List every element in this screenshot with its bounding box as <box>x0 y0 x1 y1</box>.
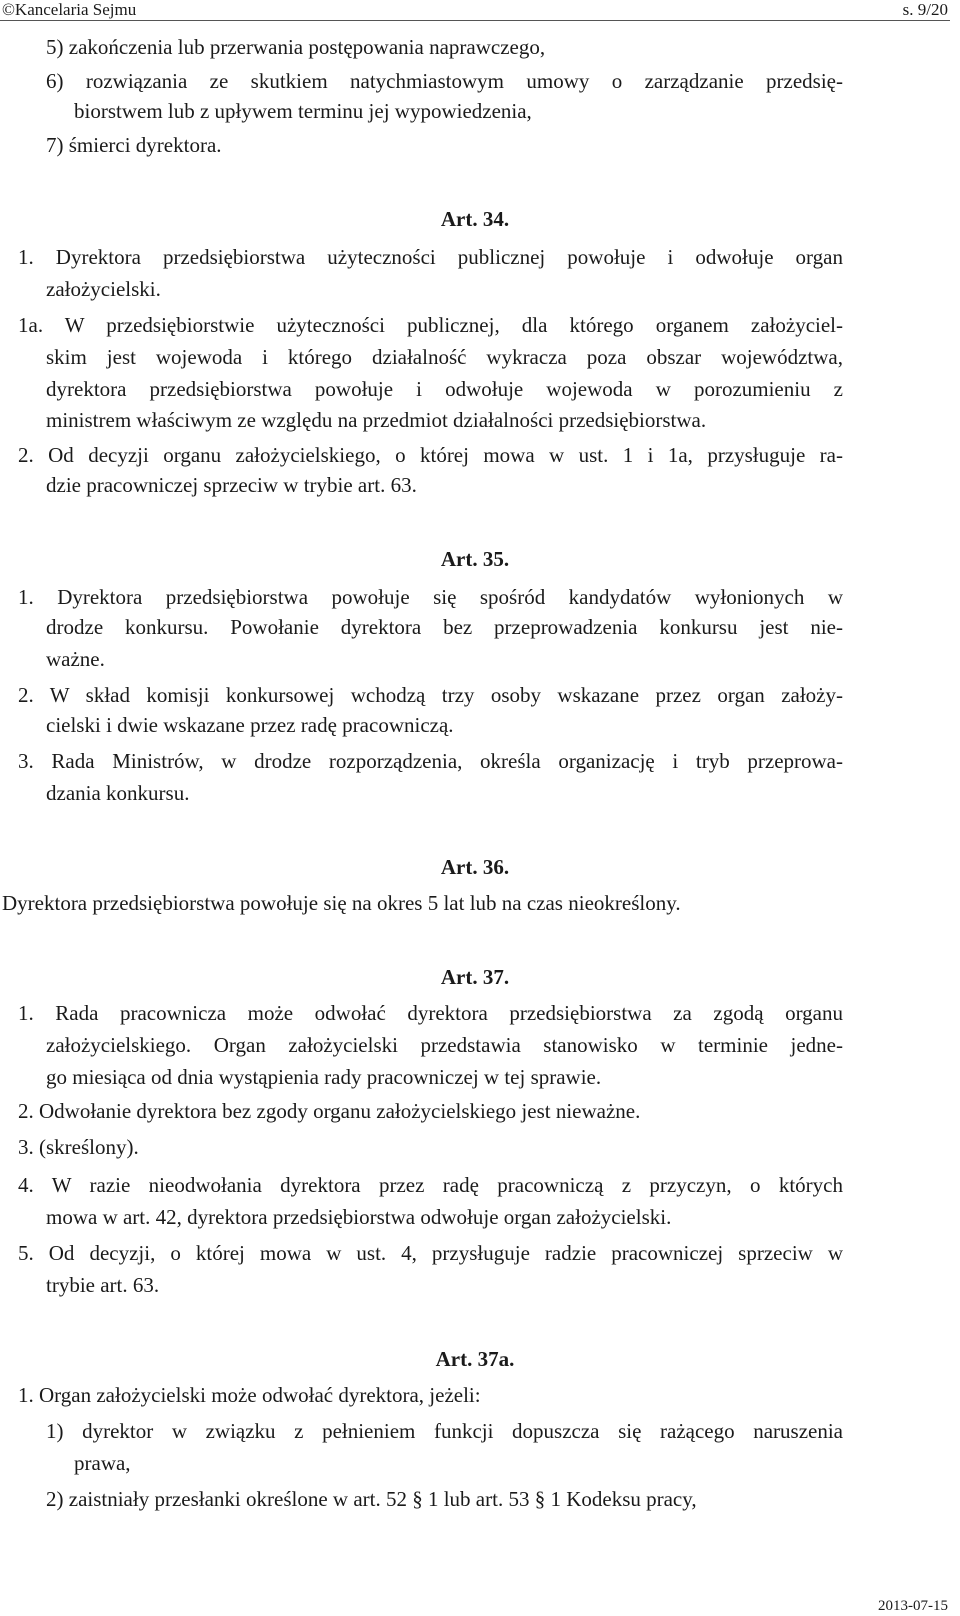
text-line: 3. Rada Ministrów, w drodze rozporządzenia, określa organizację i tryb przeprowa- <box>18 749 843 773</box>
footer-date: 2013-07-15 <box>878 1598 948 1614</box>
text-line: 1a. W przedsiębiorstwie użyteczności publicznej, dla którego organem założyciel- <box>18 313 843 337</box>
text-line: mowa w art. 42, dyrektora przedsiębiorstwa odwołuje organ założycielski. <box>46 1205 672 1229</box>
text-line: 4. W razie nieodwołania dyrektora przez radę pracowniczą z przyczyn, o których <box>18 1173 843 1197</box>
text-line: prawa, <box>74 1451 131 1475</box>
article-heading: Art. 37a. <box>435 1347 515 1371</box>
article-heading: Art. 37. <box>440 965 510 989</box>
text-line: dzania konkursu. <box>46 781 190 805</box>
text-line: ważne. <box>46 647 105 671</box>
text-line: 2. Od decyzji organu założycielskiego, o której mowa w ust. 1 i 1a, przysługuje ra- <box>18 443 843 467</box>
text-line: 1. Dyrektora przedsiębiorstwa powołuje się spośród kandydatów wyłonionych w <box>18 585 843 609</box>
text-line: 3. (skreślony). <box>18 1135 139 1159</box>
text-line: go miesiąca od dnia wystąpienia rady pracowniczej w tej sprawie. <box>46 1065 602 1089</box>
article-heading: Art. 34. <box>440 207 510 231</box>
text-line: założycielskiego. Organ założycielski przedstawia stanowisko w terminie jedne- <box>46 1033 843 1057</box>
text-line: 2. Odwołanie dyrektora bez zgody organu założycielskiego jest nieważne. <box>18 1099 641 1123</box>
text-line: 2) zaistniały przesłanki określone w art. 52 § 1 lub art. 53 § 1 Kodeksu pracy, <box>46 1487 697 1511</box>
text-line: 1) dyrektor w związku z pełnieniem funkcji dopuszcza się rażącego naruszenia <box>46 1419 843 1443</box>
text-line: 5) zakończenia lub przerwania postępowania naprawczego, <box>46 35 546 59</box>
text-line: 2. W skład komisji konkursowej wchodzą trzy osoby wskazane przez organ założy- <box>18 683 843 707</box>
text-line: Dyrektora przedsiębiorstwa powołuje się na okres 5 lat lub na czas nieokreślony. <box>2 891 681 915</box>
article-heading: Art. 35. <box>440 547 510 571</box>
text-line: drodze konkursu. Powołanie dyrektora bez przeprowadzenia konkursu jest nie- <box>46 615 843 639</box>
text-line: trybie art. 63. <box>46 1273 160 1297</box>
text-line: 1. Dyrektora przedsiębiorstwa użyteczności publicznej powołuje i odwołuje organ <box>18 245 843 269</box>
header-rule <box>0 20 950 21</box>
header-source: ©Kancelaria Sejmu <box>2 0 137 19</box>
text-line: 5. Od decyzji, o której mowa w ust. 4, przysługuje radzie pracowniczej sprzeciw w <box>18 1241 843 1265</box>
text-line: 1. Rada pracownicza może odwołać dyrektora przedsiębiorstwa za zgodą organu <box>18 1001 843 1025</box>
text-line: 1. Organ założycielski może odwołać dyrektora, jeżeli: <box>18 1383 481 1407</box>
text-line: 6) rozwiązania ze skutkiem natychmiastowym umowy o zarządzanie przedsię- <box>46 69 843 93</box>
article-heading: Art. 36. <box>440 855 510 879</box>
text-line: 7) śmierci dyrektora. <box>46 133 222 157</box>
text-line: ministrem właściwym ze względu na przedmiot działalności przedsiębiorstwa. <box>46 408 707 432</box>
text-line: dzie pracowniczej sprzeciw w trybie art. 63. <box>46 473 417 497</box>
text-line: biorstwem lub z upływem terminu jej wypowiedzenia, <box>74 99 532 123</box>
text-line: skim jest wojewoda i którego działalność wykracza poza obszar województwa, <box>46 345 843 369</box>
text-line: cielski i dwie wskazane przez radę pracowniczą. <box>46 713 454 737</box>
header-page-number: s. 9/20 <box>902 0 948 19</box>
text-line: dyrektora przedsiębiorstwa powołuje i odwołuje wojewoda w porozumieniu z <box>46 377 843 401</box>
text-line: założycielski. <box>46 277 161 301</box>
